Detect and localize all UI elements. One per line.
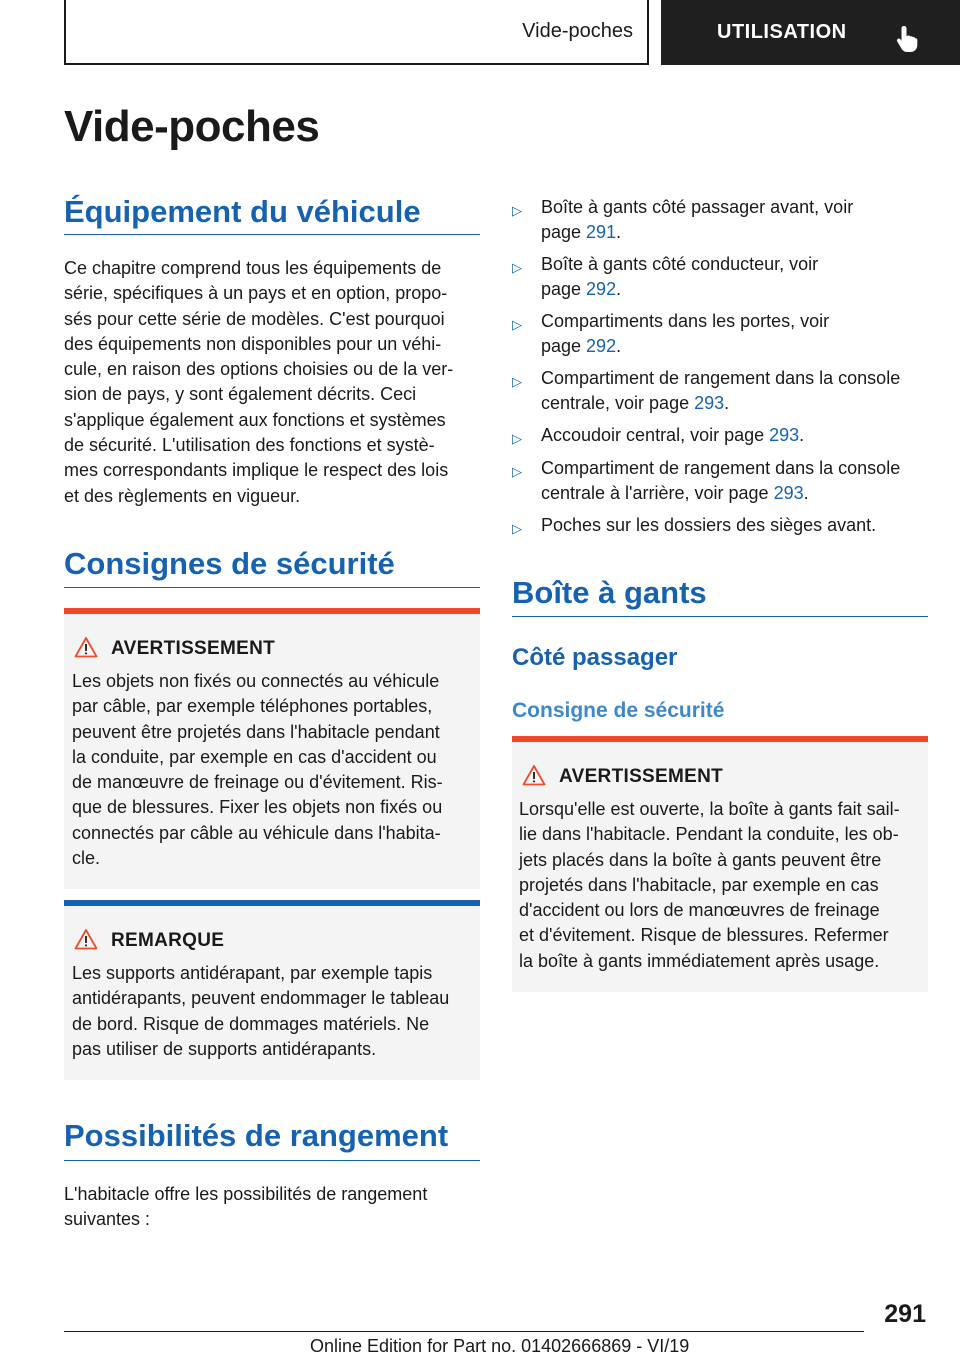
text-line: et d'évitement. Risque de blessures. Refermer — [519, 925, 889, 946]
text-line: connectés par câble au véhicule dans l'habita- — [72, 822, 441, 843]
text-line: Les supports antidérapant, par exemple tapis — [72, 963, 433, 983]
equipment-paragraph — [64, 256, 484, 509]
warning-triangle-icon — [74, 928, 98, 950]
warning-box — [64, 608, 480, 889]
text-line: projetés dans l'habitacle, par exemple en cas — [519, 874, 879, 895]
text-line: d'accident ou lors de manœuvres de freinage — [519, 900, 880, 921]
warning-triangle-icon — [74, 636, 98, 658]
header-section-tab — [64, 0, 649, 65]
text-line — [541, 277, 931, 302]
section-rule — [512, 616, 928, 617]
list-item-text — [541, 423, 931, 448]
warning-bar — [64, 608, 480, 614]
text-line: antidérapants, peuvent endommager le tableau — [72, 988, 450, 1009]
text-fragment: . — [616, 279, 622, 299]
text-line: de manœuvre de freinage ou d'évitement. Ris- — [72, 772, 443, 793]
warning-triangle-icon — [522, 764, 546, 786]
text-fragment: . — [724, 393, 730, 413]
warning-title: AVERTISSEMENT — [559, 766, 724, 787]
subheading-passenger: Côté passager — [512, 644, 678, 671]
text-fragment: page — [541, 222, 587, 242]
text-line: par câble, par exemple téléphones portables, — [72, 696, 433, 717]
text-line: sion de pays, y sont également décrits. Ceci — [64, 384, 417, 405]
list-item-text — [541, 366, 931, 416]
text-line: peuvent être projetés dans l'habitacle pendant — [72, 721, 440, 742]
text-line — [541, 334, 931, 359]
text-line: Lorsqu'elle est ouverte, la boîte à gants fait sail- — [519, 799, 900, 819]
page-number: 291 — [884, 1300, 926, 1328]
pointing-hand-icon — [893, 24, 923, 54]
storage-intro — [64, 1182, 484, 1233]
list-bullet-icon: ▷ — [512, 203, 522, 218]
subheading-safety: Consigne de sécurité — [512, 699, 725, 722]
text-fragment: centrale, voir page — [541, 393, 695, 413]
notice-box — [64, 900, 480, 1080]
text-line: de sécurité. L'utilisation des fonctions et systè- — [64, 435, 435, 456]
page-link[interactable]: 293 — [769, 425, 800, 445]
header-chapter-label: UTILISATION — [717, 21, 847, 43]
text-line: mes correspondants implique le respect des lois — [64, 460, 449, 481]
list-item-text — [541, 309, 931, 359]
text-fragment: centrale à l'arrière, voir page — [541, 483, 774, 503]
text-line: et des règlements en vigueur. — [64, 485, 301, 506]
text-line: Compartiments dans les portes, voir — [541, 311, 830, 331]
text-line: Compartiment de rangement dans la console — [541, 458, 901, 478]
text-line: série, spécifiques à un pays et en option, propo- — [64, 283, 448, 304]
list-item-text — [541, 456, 931, 506]
section-rule — [64, 234, 480, 235]
warning-text — [519, 797, 929, 974]
text-line: Ce chapitre comprend tous les équipements de — [64, 258, 442, 278]
section-heading-storage: Possibilités de rangement — [64, 1118, 449, 1153]
text-line — [541, 481, 931, 506]
list-bullet-icon: ▷ — [512, 374, 522, 389]
list-bullet-icon: ▷ — [512, 521, 522, 536]
section-rule — [64, 1160, 480, 1161]
text-line — [541, 423, 931, 448]
text-line: Boîte à gants côté passager avant, voir — [541, 197, 854, 217]
section-rule — [64, 587, 480, 588]
section-heading-safety: Consignes de sécurité — [64, 546, 395, 581]
list-item-text — [541, 195, 931, 245]
text-line: cle. — [72, 848, 101, 869]
section-heading-glovebox: Boîte à gants — [512, 575, 707, 610]
text-line — [541, 220, 931, 245]
text-fragment: page — [541, 336, 587, 356]
text-line: de bord. Risque de dommages matériels. Ne — [72, 1013, 430, 1034]
text-line — [541, 391, 931, 416]
section-heading-equipment: Équipement du véhicule — [64, 194, 421, 229]
list-bullet-icon: ▷ — [512, 317, 522, 332]
text-line: lie dans l'habitacle. Pendant la conduite, les ob- — [519, 824, 899, 845]
page-link[interactable]: 292 — [586, 336, 617, 356]
list-bullet-icon: ▷ — [512, 260, 522, 275]
text-line: la conduite, par exemple en cas d'accident ou — [72, 746, 437, 767]
text-line: Compartiment de rangement dans la console — [541, 368, 901, 388]
footer-rule — [64, 1331, 864, 1332]
page-link[interactable]: 292 — [586, 279, 617, 299]
text-fragment: page — [541, 279, 587, 299]
text-line: jets placés dans la boîte à gants peuvent être — [519, 849, 882, 870]
text-line: sés pour cette série de modèles. C'est pourquoi — [64, 308, 445, 329]
list-item-text — [541, 252, 931, 302]
text-line: que de blessures. Fixer les objets non fixés ou — [72, 797, 443, 818]
text-fragment: . — [616, 222, 622, 242]
list-item-text — [541, 513, 931, 538]
notice-bar — [64, 900, 480, 906]
header-section-label: Vide-poches — [522, 20, 633, 42]
text-line: cule, en raison des options choisies ou de la ver- — [64, 359, 454, 380]
page-link[interactable]: 293 — [694, 393, 725, 413]
text-line: suivantes : — [64, 1209, 151, 1230]
text-line: L'habitacle offre les possibilités de rangement — [64, 1184, 428, 1204]
text-line: Boîte à gants côté conducteur, voir — [541, 254, 819, 274]
text-line: Poches sur les dossiers des sièges avant. — [541, 515, 877, 535]
text-fragment: . — [803, 483, 809, 503]
page-title: Vide-poches — [64, 102, 320, 151]
text-line: s'applique également aux fonctions et systèmes — [64, 409, 446, 430]
footer-edition: Online Edition for Part no. 01402666869 - VI/19 — [310, 1336, 690, 1356]
text-line: des équipements non disponibles pour un véhi- — [64, 333, 442, 354]
warning-title: AVERTISSEMENT — [111, 638, 276, 659]
warning-bar — [512, 736, 928, 742]
list-bullet-icon: ▷ — [512, 431, 522, 446]
text-fragment: . — [616, 336, 622, 356]
text-line: pas utiliser de supports antidérapants. — [72, 1038, 377, 1059]
page-link[interactable]: 291 — [586, 222, 617, 242]
text-fragment: Accoudoir central, voir page — [541, 425, 770, 445]
text-line: Les objets non fixés ou connectés au véhicule — [72, 671, 440, 691]
warning-box — [512, 736, 928, 992]
list-bullet-icon: ▷ — [512, 464, 522, 479]
warning-text — [72, 669, 477, 871]
text-line: la boîte à gants immédiatement après usage. — [519, 950, 880, 971]
page-link[interactable]: 293 — [773, 483, 804, 503]
notice-title: REMARQUE — [111, 930, 225, 951]
notice-text — [72, 961, 477, 1062]
text-fragment: . — [799, 425, 805, 445]
